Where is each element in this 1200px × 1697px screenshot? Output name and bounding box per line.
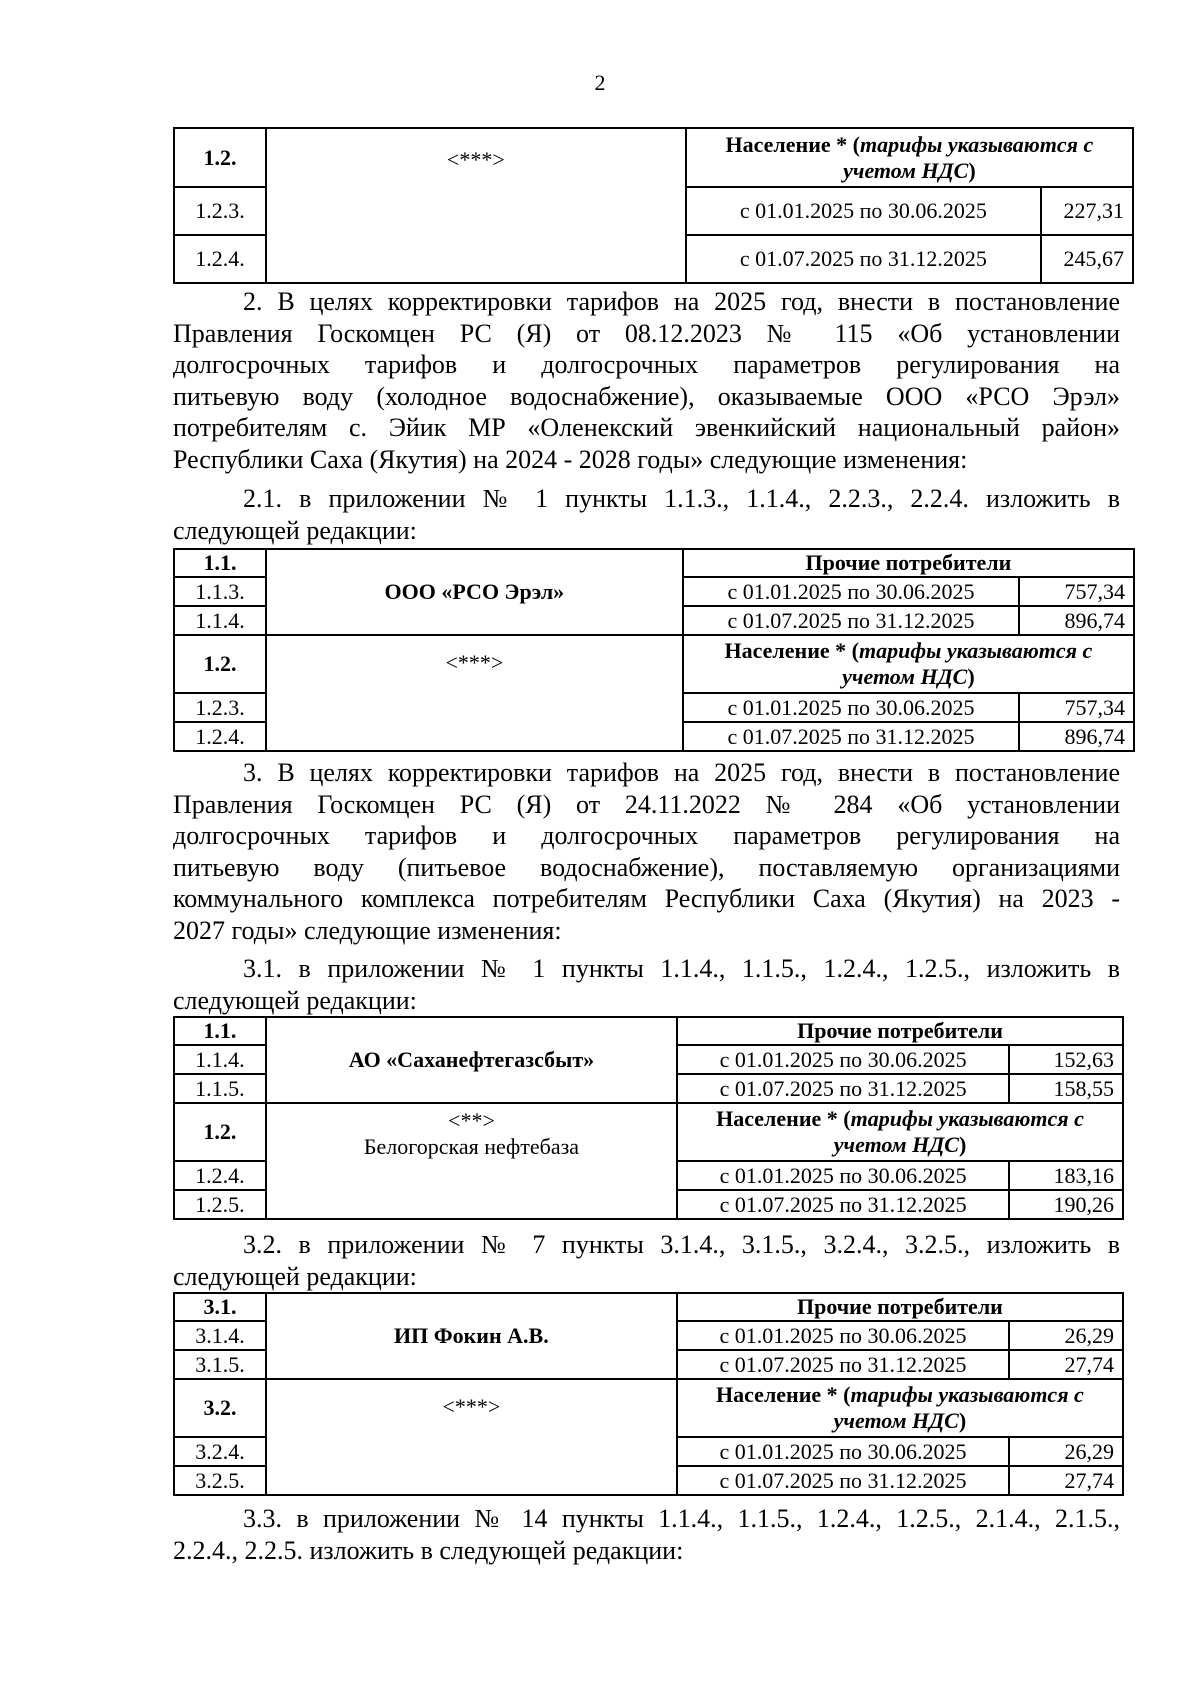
period-cell: с 01.07.2025 по 31.12.2025	[677, 1074, 1009, 1103]
row-code: 3.1.4.	[174, 1321, 266, 1350]
period-cell: с 01.01.2025 по 30.06.2025	[686, 187, 1041, 235]
value-cell: 245,67	[1041, 235, 1133, 283]
tariff-table-sakhaneftegazsbyt	[173, 1016, 1124, 1220]
group-header: Население * (тарифы указываются с учетом НДС)	[677, 1379, 1123, 1437]
org-cell: ООО «РСО Эрэл»	[266, 549, 683, 635]
paragraph-3: 3. В целях корректировки тарифов на 2025 год, внести в постановление Правления Госкомцен РС (Я) от 24.11.2022 № 284 «Об установлении долгосрочных тарифов и долгосрочных параметров регулирования на питьевую воду (питьевое водоснабжение), поставляемую организациями коммунального комплекса потребителям Республики Саха (Якутия) на 2023 - 2027 годы» следующие изменения:	[173, 758, 1120, 945]
value-cell: 896,74	[1019, 722, 1134, 751]
row-code: 3.2.5.	[174, 1466, 266, 1495]
period-cell: с 01.01.2025 по 30.06.2025	[683, 693, 1019, 722]
value-cell: 757,34	[1019, 693, 1134, 722]
row-code: 1.1.	[174, 549, 266, 577]
org-subdivision: Белогорская нефтебаза	[363, 1134, 580, 1159]
value-cell: 227,31	[1041, 187, 1133, 235]
group-header: Прочие потребители	[683, 549, 1134, 577]
value-cell: 152,63	[1009, 1045, 1123, 1074]
period-cell: с 01.01.2025 по 30.06.2025	[677, 1045, 1009, 1074]
period-cell: с 01.01.2025 по 30.06.2025	[683, 577, 1019, 606]
paragraph-2: 2. В целях корректировки тарифов на 2025 год, внести в постановление Правления Госкомцен РС (Я) от 08.12.2023 № 115 «Об установлении долгосрочных тарифов и долгосрочных параметров регулирования на питьевую воду (холодное водоснабжение), оказываемые ООО «РСО Эрэл» потребителям с. Эйик МР «Оленекский эвенкийский национальный район» Республики Саха (Якутия) на 2024 - 2028 годы» следующие изменения:	[173, 287, 1120, 474]
group-header: Население * (тарифы указываются с учетом НДС)	[683, 635, 1134, 693]
value-cell: 26,29	[1009, 1321, 1123, 1350]
row-code: 1.2.3.	[174, 187, 266, 235]
group-header: Прочие потребители	[677, 1017, 1123, 1045]
paragraph-3-2: 3.2. в приложении № 7 пункты 3.1.4., 3.1.5., 3.2.4., 3.2.5., изложить в следующей редакции:	[173, 1230, 1120, 1291]
group-header: Население * (тарифы указываются с учетом НДС)	[677, 1103, 1123, 1161]
paragraph-2-1: 2.1. в приложении № 1 пункты 1.1.3., 1.1.4., 2.2.3., 2.2.4. изложить в следующей редакции:	[173, 484, 1120, 545]
group-header: Прочие потребители	[677, 1293, 1123, 1321]
value-cell: 26,29	[1009, 1437, 1123, 1466]
period-cell: с 01.01.2025 по 30.06.2025	[677, 1321, 1009, 1350]
row-code: 1.2.	[174, 128, 266, 187]
period-cell: с 01.07.2025 по 31.12.2025	[677, 1190, 1009, 1219]
row-code: 3.2.	[174, 1379, 266, 1437]
value-cell: 27,74	[1009, 1350, 1123, 1379]
row-code: 1.2.4.	[174, 235, 266, 283]
org-note: <**>	[448, 1108, 495, 1133]
tariff-table-fokin	[173, 1292, 1124, 1496]
value-cell: 27,74	[1009, 1466, 1123, 1495]
org-cell: <***>	[266, 1379, 677, 1495]
page-number: 2	[594, 70, 606, 95]
value-cell: 757,34	[1019, 577, 1134, 606]
row-code: 1.2.3.	[174, 693, 266, 722]
org-cell: <***>	[266, 128, 686, 283]
row-code: 1.1.5.	[174, 1074, 266, 1103]
value-cell: 158,55	[1009, 1074, 1123, 1103]
value-cell: 896,74	[1019, 606, 1134, 635]
row-code: 1.2.4.	[174, 722, 266, 751]
row-code: 1.1.4.	[174, 1045, 266, 1074]
row-code: 1.1.	[174, 1017, 266, 1045]
period-cell: с 01.01.2025 по 30.06.2025	[677, 1437, 1009, 1466]
row-code: 1.2.	[174, 635, 266, 693]
row-code: 1.2.4.	[174, 1161, 266, 1190]
org-cell: АО «Саханефтегазсбыт»	[266, 1017, 677, 1103]
row-code: 1.2.	[174, 1103, 266, 1161]
paragraph-3-1: 3.1. в приложении № 1 пункты 1.1.4., 1.1.5., 1.2.4., 1.2.5., изложить в следующей редакции:	[173, 954, 1120, 1015]
row-code: 1.1.3.	[174, 577, 266, 606]
row-code: 1.2.5.	[174, 1190, 266, 1219]
org-cell: ИП Фокин А.В.	[266, 1293, 677, 1379]
group-header: Население * (тарифы указываются с учетом НДС)	[686, 128, 1133, 187]
org-cell	[266, 1103, 677, 1219]
period-cell: с 01.07.2025 по 31.12.2025	[683, 606, 1019, 635]
row-code: 1.1.4.	[174, 606, 266, 635]
tariff-table-continuation	[173, 127, 1134, 284]
period-cell: с 01.07.2025 по 31.12.2025	[686, 235, 1041, 283]
period-cell: с 01.07.2025 по 31.12.2025	[677, 1466, 1009, 1495]
row-code: 3.1.	[174, 1293, 266, 1321]
row-code: 3.1.5.	[174, 1350, 266, 1379]
value-cell: 183,16	[1009, 1161, 1123, 1190]
period-cell: с 01.07.2025 по 31.12.2025	[677, 1350, 1009, 1379]
period-cell: с 01.01.2025 по 30.06.2025	[677, 1161, 1009, 1190]
org-cell: <***>	[266, 635, 683, 751]
period-cell: с 01.07.2025 по 31.12.2025	[683, 722, 1019, 751]
value-cell: 190,26	[1009, 1190, 1123, 1219]
tariff-table-rso-erel	[173, 548, 1135, 752]
row-code: 3.2.4.	[174, 1437, 266, 1466]
paragraph-3-3: 3.3. в приложении № 14 пункты 1.1.4., 1.1.5., 1.2.4., 1.2.5., 2.1.4., 2.1.5., 2.2.4., 2.2.5. изложить в следующей редакции:	[173, 1504, 1120, 1565]
